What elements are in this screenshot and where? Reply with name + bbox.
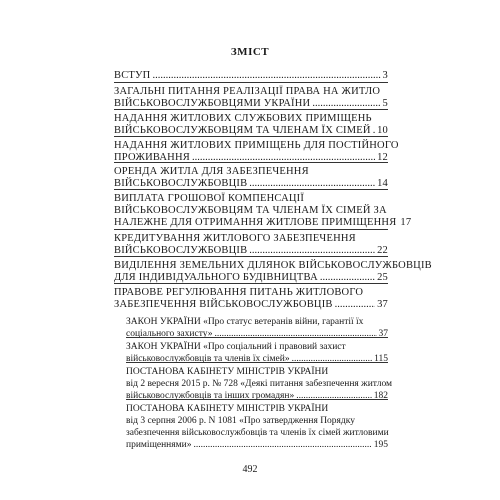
separator-line — [114, 136, 388, 137]
toc-entry-text: ПОСТАНОВА КАБІНЕТУ МІНІСТРІВ УКРАЇНИ — [126, 404, 329, 414]
toc-entry — [114, 113, 388, 137]
toc-page-number: 37 — [378, 329, 388, 339]
toc-entry-text: ВИПЛАТА ГРОШОВОЇ КОМПЕНСАЦІЇ — [114, 193, 305, 204]
toc-entry — [114, 86, 388, 110]
separator-line — [114, 229, 388, 230]
toc-page-number: 14 — [377, 178, 388, 189]
separator-line — [114, 256, 388, 257]
separator-line — [114, 189, 388, 190]
toc-entry-text: ВІЙСЬКОВОСЛУЖБОВЦЯМ ТА ЧЛЕНАМ ЇХ СІМЕЙ — [114, 125, 371, 136]
toc-entry-text: соціального захисту» — [126, 329, 213, 339]
toc-entry-text: ПРАВОВЕ РЕГУЛЮВАННЯ ПИТАНЬ ЖИТЛОВОГО — [114, 287, 364, 298]
toc-entry-text: НАЛЕЖНЕ ДЛЯ ОТРИМАННЯ ЖИТЛОВЕ ПРИМІЩЕННЯ — [114, 217, 397, 228]
toc-sub-entry — [126, 366, 393, 402]
separator-line — [114, 283, 388, 284]
toc-sub-entry — [126, 403, 388, 451]
toc-entry-text: від 3 серпня 2006 р. N 1081 «Про затвердження Порядку — [126, 416, 355, 426]
toc-entry-text: військовослужбовців та інших громадян» — [126, 391, 295, 401]
toc-entry-text: приміщеннями» — [126, 440, 192, 450]
toc-entry-text: ВІЙСЬКОВОСЛУЖБОВЦЯМИ УКРАЇНИ — [114, 98, 311, 109]
toc-entry-text: ДЛЯ ІНДИВІДУАЛЬНОГО БУДІВНИЦТВА — [114, 272, 318, 283]
dot-leader — [292, 353, 373, 365]
dot-leader — [193, 439, 371, 451]
toc-entry — [114, 287, 388, 311]
toc-entry-text: ОРЕНДА ЖИТЛА ДЛЯ ЗАБЕЗПЕЧЕННЯ — [114, 166, 309, 177]
toc-entry-text: військовослужбовців та членів їх сімей» — [126, 354, 290, 364]
toc-entry-text: ВІЙСЬКОВОСЛУЖБОВЦІВ — [114, 178, 248, 189]
toc-entry-text: НАДАННЯ ЖИТЛОВИХ ПРИМІЩЕНЬ ДЛЯ ПОСТІЙНОГО — [114, 140, 399, 151]
toc-entry — [114, 193, 412, 229]
toc-page-number: 3 — [382, 70, 388, 81]
toc-page-number: 10 — [377, 125, 388, 136]
toc-entry — [114, 140, 399, 164]
toc-page-number: 12 — [377, 152, 388, 163]
dot-leader — [296, 390, 372, 402]
toc-entry-text: ПРОЖИВАННЯ — [114, 152, 190, 163]
separator-line — [114, 82, 388, 83]
toc-entry-text: НАДАННЯ ЖИТЛОВИХ СЛУЖБОВИХ ПРИМІЩЕНЬ — [114, 113, 372, 124]
toc-entry-text: ЗАБЕЗПЕЧЕННЯ ВІЙСЬКОВОСЛУЖБОВЦІВ — [114, 299, 333, 310]
toc-page-number: 37 — [377, 299, 388, 310]
toc-entry — [114, 260, 432, 284]
toc-entry — [114, 233, 388, 257]
separator-line — [126, 399, 388, 400]
separator-line — [126, 337, 388, 338]
toc-entry — [114, 70, 388, 82]
toc-entry-text: ЗАГАЛЬНІ ПИТАННЯ РЕАЛІЗАЦІЇ ПРАВА НА ЖИТЛО — [114, 86, 381, 97]
dot-leader — [214, 328, 376, 340]
toc-page-number: 25 — [377, 272, 388, 283]
page-title: ЗМІСТ — [230, 46, 270, 58]
toc-entry-text: ВИДІЛЕННЯ ЗЕМЕЛЬНИХ ДІЛЯНОК ВІЙСЬКОВОСЛУЖБОВЦІВ — [114, 260, 432, 271]
toc-page-number: 182 — [373, 391, 388, 401]
toc-page-number: 17 — [400, 217, 412, 228]
toc-entry-text: від 2 вересня 2015 р. № 728 «Деякі питання забезпечення житлом — [126, 379, 393, 389]
toc-entry-text: ПОСТАНОВА КАБІНЕТУ МІНІСТРІВ УКРАЇНИ — [126, 367, 329, 377]
page-number: 492 — [242, 464, 258, 475]
toc-page-number: 195 — [373, 440, 388, 450]
toc-entry-text: ЗАКОН УКРАЇНИ «Про соціальний і правовий захист — [126, 342, 346, 352]
toc-entry-text: ВІЙСЬКОВОСЛУЖБОВЦІВ — [114, 245, 248, 256]
toc-entry-text: забезпечення військовослужбовців та членів їх сімей житловими — [126, 428, 389, 438]
toc-entry-text: ЗАКОН УКРАЇНИ «Про статус ветеранів війни, гарантії їх — [126, 317, 364, 327]
dot-leader — [152, 70, 380, 82]
toc-page-number: 5 — [382, 98, 388, 109]
separator-line — [126, 362, 388, 363]
toc-entry-text: ВІЙСЬКОВОСЛУЖБОВЦЯМ ТА ЧЛЕНАМ ЇХ СІМЕЙ ЗА — [114, 205, 387, 216]
separator-line — [114, 162, 388, 163]
separator-line — [114, 109, 388, 110]
toc-entry-text: ВСТУП — [114, 70, 151, 81]
toc-page-number: 115 — [374, 354, 388, 364]
toc-entry-text: КРЕДИТУВАННЯ ЖИТЛОВОГО ЗАБЕЗПЕЧЕННЯ — [114, 233, 356, 244]
toc-entry — [114, 166, 388, 190]
dot-leader — [335, 299, 376, 311]
toc-page-number: 22 — [377, 245, 388, 256]
